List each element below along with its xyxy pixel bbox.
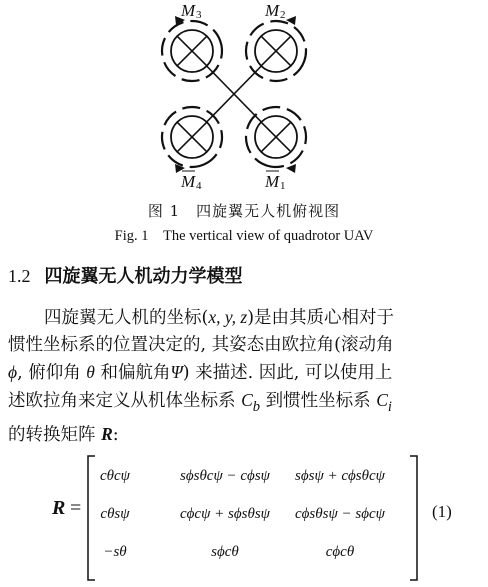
para-var: θ	[86, 362, 95, 382]
para-text: 和偏航角	[94, 363, 171, 383]
para-var: C	[376, 390, 388, 410]
rotation-arrow-head	[286, 164, 296, 173]
para-var: x, y, z	[208, 307, 248, 327]
para-var: ϕ	[8, 362, 18, 382]
para-text: 的转换矩阵	[8, 424, 102, 445]
matrix-equals: =	[70, 497, 82, 519]
para-var-sub: b	[252, 398, 261, 415]
para-text: , 俯仰角	[17, 363, 87, 383]
para-var: C	[241, 390, 253, 410]
motor-label: M	[181, 172, 196, 191]
para-var: Ψ	[170, 362, 183, 382]
para-text: 述欧拉角来定义从机体坐标系	[8, 391, 242, 411]
motor-label-sub: 3	[196, 9, 202, 21]
matrix-svg	[0, 452, 488, 587]
para-text: 四旋翼无人机的坐标(	[44, 308, 209, 328]
matrix-lhs: R	[52, 497, 66, 519]
body-paragraph	[8, 304, 480, 449]
matrix-right-bracket	[410, 456, 417, 580]
equation-number: (1)	[432, 502, 452, 521]
para-var-bold: R	[101, 423, 113, 444]
section-number: 1.2	[8, 266, 31, 286]
motor-label: M	[181, 1, 196, 20]
matrix-cell: cθsψ	[100, 506, 130, 522]
section-heading	[8, 262, 243, 288]
matrix-cell: −sθ	[103, 544, 127, 560]
matrix-cell: cθcψ	[100, 468, 130, 484]
quadrotor-diagram	[0, 0, 488, 200]
para-text: )是由其质心相对于	[247, 308, 395, 328]
motor-label-sub: 4	[196, 180, 202, 192]
quadrotor-figure	[0, 0, 488, 200]
section-title: 四旋翼无人机动力学模型	[44, 266, 243, 287]
figure-caption-cn: 图 1 四旋翼无人机俯视图	[147, 202, 341, 220]
motor-label-sub: 2	[280, 9, 286, 21]
matrix-cell: sϕsψ + cϕsθcψ	[295, 468, 385, 484]
matrix-cell: cϕcψ + sϕsθsψ	[180, 506, 270, 522]
matrix-cell: cϕcθ	[325, 544, 355, 560]
motor-label: M	[265, 172, 280, 191]
matrix-left-bracket	[88, 456, 95, 580]
motor-label: M	[265, 1, 280, 20]
matrix-cell: sϕcθ	[211, 544, 239, 560]
para-text: 到惯性坐标系	[260, 391, 377, 411]
rotation-matrix-equation	[0, 452, 488, 587]
matrix-cell: sϕsθcψ − cϕsψ	[180, 468, 270, 484]
para-text: ) 来描述. 因此, 可以使用上	[182, 363, 393, 383]
motor-label-sub: 1	[280, 180, 286, 192]
para-var-sub: i	[387, 398, 392, 415]
para-text: :	[112, 424, 119, 445]
figure-caption-en: Fig. 1 The vertical view of quadrotor UAV	[114, 228, 374, 244]
para-text: 惯性坐标系的位置决定的, 其姿态由欧拉角(滚动角	[8, 335, 394, 355]
matrix-cell: cϕsθsψ − sϕcψ	[295, 506, 385, 522]
